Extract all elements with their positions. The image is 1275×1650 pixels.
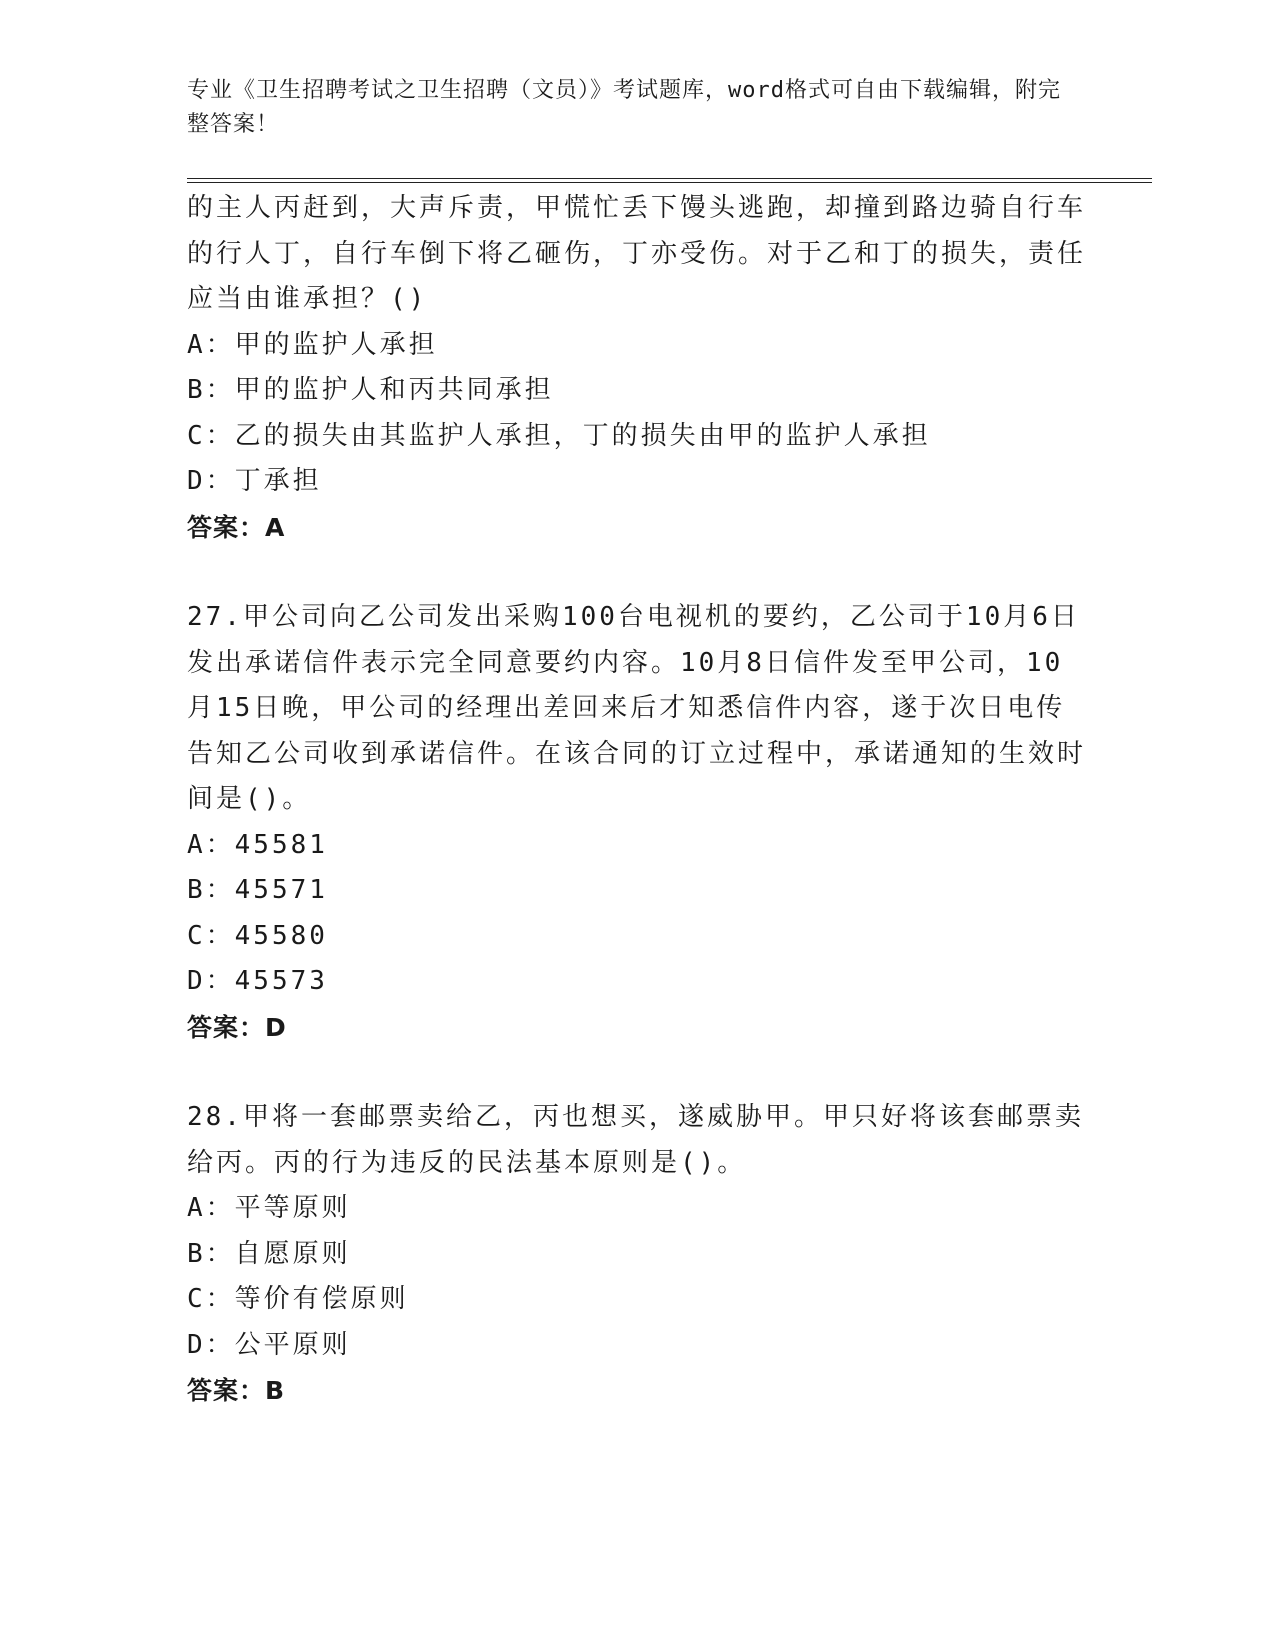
question-27 bbox=[187, 595, 1087, 1050]
answer-line: 答案：D bbox=[187, 1012, 287, 1042]
question-26 bbox=[187, 186, 1087, 550]
document-body bbox=[187, 186, 1087, 1414]
option-d: D：公平原则 bbox=[187, 1329, 351, 1360]
option-b: B：甲的监护人和丙共同承担 bbox=[187, 375, 554, 405]
option-a: A：平等原则 bbox=[187, 1193, 351, 1223]
option-d: D：丁承担 bbox=[187, 466, 322, 496]
header-text: 专业《卫生招聘考试之卫生招聘（文员）》考试题库，word格式可自由下载编辑，附完整答案！ bbox=[187, 78, 1061, 137]
option-c: C：乙的损失由其监护人承担，丁的损失由甲的监护人承担 bbox=[187, 420, 931, 451]
answer-line: 答案：A bbox=[187, 512, 286, 542]
option-c: C：45580 bbox=[187, 920, 328, 951]
document-header bbox=[187, 74, 1067, 142]
spacer bbox=[187, 1050, 1087, 1095]
option-a: A：45581 bbox=[187, 829, 328, 860]
option-b: B：45571 bbox=[187, 875, 328, 905]
header-double-rule bbox=[187, 178, 1152, 183]
question-stem: 28.甲将一套邮票卖给乙，丙也想买，遂威胁甲。甲只好将该套邮票卖给丙。丙的行为违反的民法基本原则是()。 bbox=[187, 1102, 1084, 1178]
option-c: C：等价有偿原则 bbox=[187, 1284, 409, 1314]
option-d: D：45573 bbox=[187, 966, 328, 996]
question-stem: 的主人丙赶到，大声斥责，甲慌忙丢下馒头逃跑，却撞到路边骑自行车的行人丁，自行车倒下将乙砸伤，丁亦受伤。对于乙和丁的损失，责任应当由谁承担？() bbox=[187, 193, 1087, 314]
option-a: A：甲的监护人承担 bbox=[187, 329, 438, 360]
question-stem: 27.甲公司向乙公司发出采购100台电视机的要约，乙公司于10月6日发出承诺信件表示完全同意要约内容。10月8日信件发至甲公司，10月15日晚，甲公司的经理出差回来后才知悉信件内容，遂于次日电传告知乙公司收到承诺信件。在该合同的订立过程中，承诺通知的生效时间是()。 bbox=[187, 602, 1087, 814]
question-28 bbox=[187, 1095, 1087, 1414]
option-b: B：自愿原则 bbox=[187, 1238, 351, 1269]
spacer bbox=[187, 550, 1087, 595]
answer-line: 答案：B bbox=[187, 1376, 286, 1405]
